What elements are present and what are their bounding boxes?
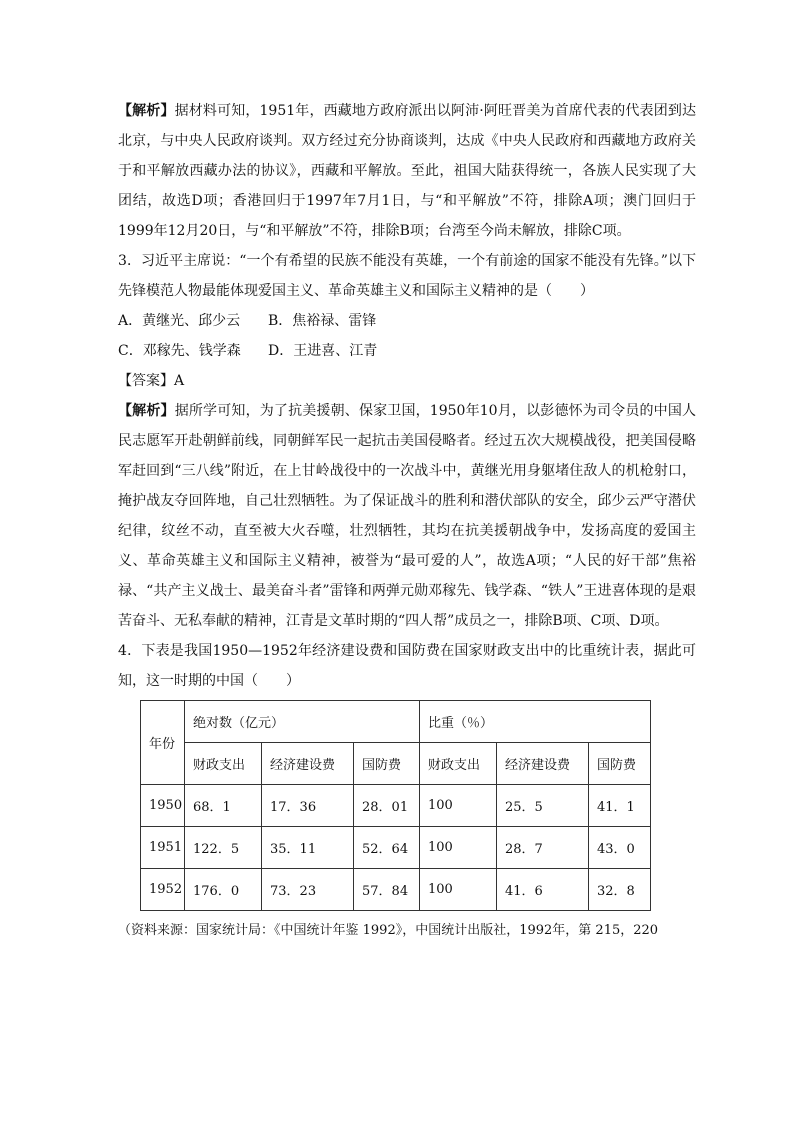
table-row (141, 827, 651, 869)
table-cell: 28．7 (497, 827, 589, 869)
table-cell: 41．1 (589, 785, 651, 827)
table-header-row (141, 701, 651, 743)
table-cell: 57．84 (354, 869, 420, 911)
table-cell: 32．8 (589, 869, 651, 911)
table-cell: 43．0 (589, 827, 651, 869)
group-header-ratio: 比重（％） (420, 701, 651, 743)
question-3-options-row-2 (118, 336, 696, 366)
option-a: A．黄继光、邱少云 (118, 313, 241, 329)
analysis-tag: 【解析】 (118, 103, 175, 119)
table-cell: 176．0 (185, 869, 262, 911)
analysis-paragraph-q3 (118, 396, 696, 636)
question-3-answer: 【答案】A (118, 373, 185, 389)
year-cell: 1951 (141, 827, 185, 869)
question-3-options-row-1 (118, 306, 696, 336)
statistics-table (140, 700, 651, 911)
analysis-text: 据材料可知，1951年，西藏地方政府派出以阿沛·阿旺晋美为首席代表的代表团到达北京，与中央人民政府谈判。双方经过充分协商谈判，达成《中央人民政府和西藏地方政府关于和平解放西藏办法的协议》，西藏和平解放。至此，祖国大陆获得统一，各族人民实现了大团结，故选D项；香港回归于1997年7月1日，与“和平解放”不符，排除A项；澳门回归于1999年12月20日，与“和平解放”不符，排除B项；台湾至今尚未解放，排除C项。 (118, 103, 697, 239)
table-cell: 73．23 (262, 869, 354, 911)
question-3-stem: 3．习近平主席说：“一个有希望的民族不能没有英雄，一个有前途的国家不能没有先锋。”以下先锋模范人物最能体现爱国主义、革命英雄主义和国际主义精神的是（ ） (118, 253, 696, 299)
table-source-note: （资料来源：国家统计局：《中国统计年鉴 1992》，中国统计出版社，1992年，第 215，220 (118, 923, 659, 938)
column-header: 财政支出 (420, 743, 497, 785)
table-cell: 25．5 (497, 785, 589, 827)
option-d: D．王进喜、江青 (268, 343, 378, 359)
table-subheader-row (141, 743, 651, 785)
table-row (141, 785, 651, 827)
column-header: 国防费 (354, 743, 420, 785)
year-header: 年份 (141, 701, 185, 785)
analysis-tag: 【解析】 (118, 403, 175, 419)
group-header-absolute: 绝对数（亿元） (185, 701, 420, 743)
table-cell: 100 (420, 785, 497, 827)
table-row (141, 869, 651, 911)
table-cell: 41．6 (497, 869, 589, 911)
option-c: C．邓稼先、钱学森 (118, 343, 241, 359)
document-page (118, 96, 696, 943)
table-cell: 100 (420, 869, 497, 911)
table-cell: 35．11 (262, 827, 354, 869)
analysis-paragraph-q2 (118, 96, 696, 246)
column-header: 国防费 (589, 743, 651, 785)
table-cell: 17．36 (262, 785, 354, 827)
column-header: 经济建设费 (262, 743, 354, 785)
column-header: 财政支出 (185, 743, 262, 785)
table-cell: 52．64 (354, 827, 420, 869)
option-b: B．焦裕禄、雷锋 (268, 313, 377, 329)
year-cell: 1950 (141, 785, 185, 827)
analysis-text: 据所学可知，为了抗美援朝、保家卫国，1950年10月，以彭德怀为司令员的中国人民志愿军开赴朝鲜前线，同朝鲜军民一起抗击美国侵略者。经过五次大规模战役，把美国侵略军赶回到“三八线”附近，在上甘岭战役中的一次战斗中，黄继光用身躯堵住敌人的机枪射口，掩护战友夺回阵地，自己壮烈牺牲。为了保证战斗的胜利和潜伏部队的安全，邱少云严守潜伏纪律，纹丝不动，直至被大火吞噬，壮烈牺牲，其均在抗美援朝战争中，发扬高度的爱国主义、革命英雄主义和国际主义精神，被誉为“最可爱的人”，故选A项；“人民的好干部”焦裕禄、“共产主义战士、最美奋斗者”雷锋和两弹元勋邓稼先、钱学森、“铁人”王进喜体现的是艰苦奋斗、无私奉献的精神，江青是文革时期的“四人帮”成员之一，排除B项、C项、D项。 (118, 403, 697, 629)
table-cell: 100 (420, 827, 497, 869)
table-cell: 68．1 (185, 785, 262, 827)
table-cell: 122．5 (185, 827, 262, 869)
table-cell: 28．01 (354, 785, 420, 827)
year-cell: 1952 (141, 869, 185, 911)
column-header: 经济建设费 (497, 743, 589, 785)
question-4-stem: 4．下表是我国1950—1952年经济建设费和国防费在国家财政支出中的比重统计表，据此可知，这一时期的中国（ ） (118, 643, 696, 689)
